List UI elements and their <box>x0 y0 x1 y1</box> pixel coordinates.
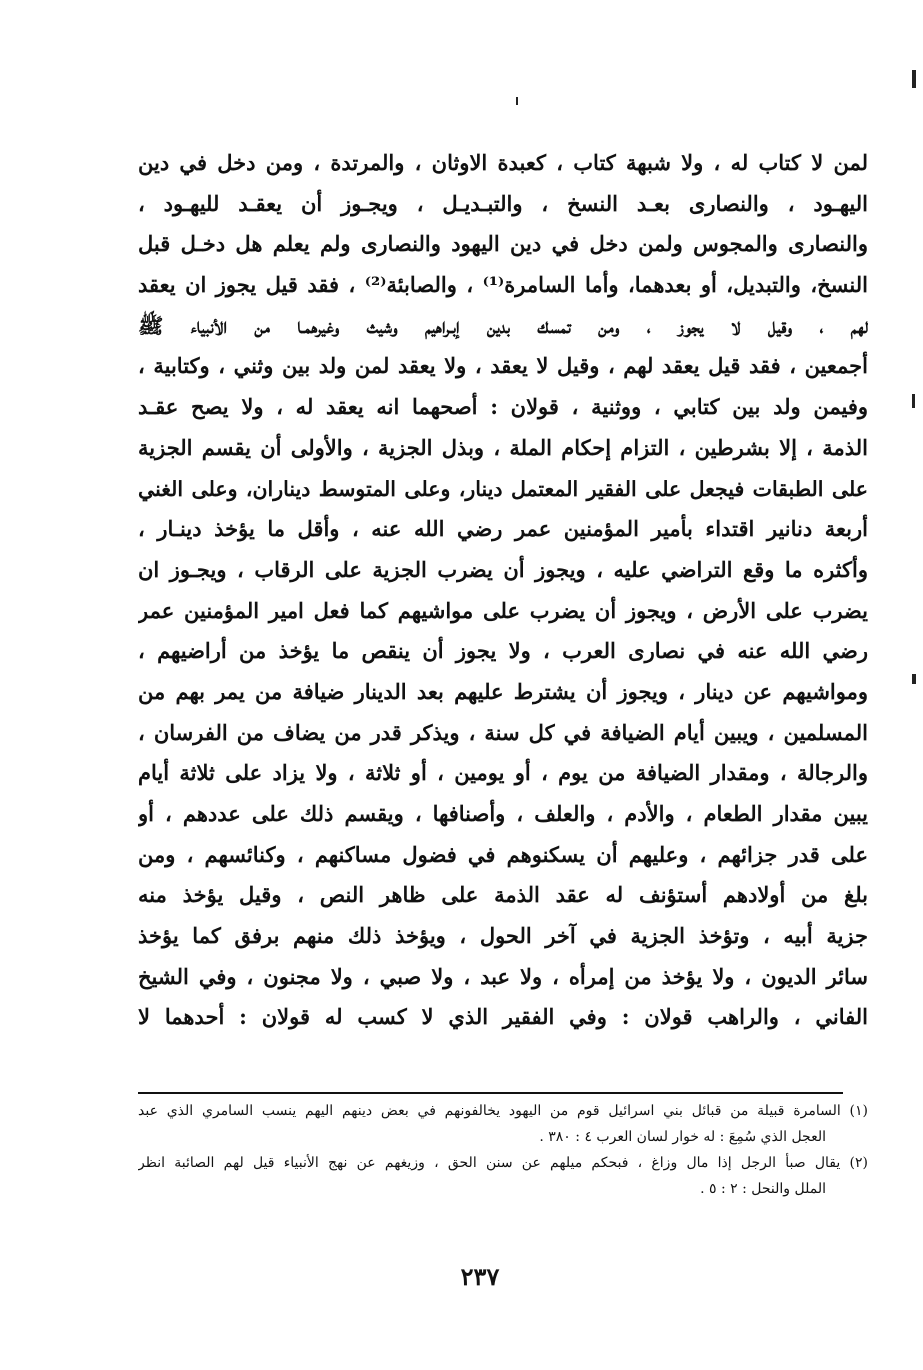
text-line: سائر الديون ، ولا يؤخذ من إمرأه ، ولا عبد ، ولا صبي ، ولا مجنون ، وفي الشيخ <box>138 963 868 989</box>
text-line: لمن لا كتاب له ، ولا شبهة كتاب ، كعبدة الاوثان ، والمرتدة ، ومن دخل في دين <box>138 150 868 175</box>
footnotes <box>138 1098 868 1202</box>
text-line: على قدر جزائهم ، وعليهم أن يسكنوهم في فضول مساكنهم ، وكنائسهم ، ومن <box>138 841 868 867</box>
footnote-separator <box>138 1092 843 1094</box>
scan-speck-right-2 <box>912 394 915 408</box>
text-line: يبين مقدار الطعام ، والأدم ، والعلف ، وأصنافها ، ويقسم ذلك على عددهم ، أو <box>138 801 868 826</box>
text-line: الذمة ، إلا بشرطين ، التزام إحكام الملة ، وبذل الجزية ، والأولى أن يقسم الجزية <box>138 434 868 460</box>
text-line: وأكثره ما وقع التراضي عليه ، ويجوز أن يضرب الجزية على الرقاب ، ويجـوز ان <box>138 556 868 582</box>
text-line: يضرب على الأرض ، ويجوز أن يضرب على مواشيهم كما فعل امير المؤمنين عمر <box>138 597 868 623</box>
page-number: ٢٣٧ <box>460 1262 500 1291</box>
text-line: على الطبقات فيجعل على الفقير المعتمل دينار، وعلى المتوسط ديناران، وعلى الغني <box>138 476 868 501</box>
text-line: أربعة دنانير اقتداء بأمير المؤمنين عمر رضي الله عنه ، وأقل ما يؤخذ دينـار ، <box>138 516 868 542</box>
text-line: بلغ من أولادهم أستؤنف له عقد الذمة على ظاهر النص ، وقيل يؤخذ منه <box>138 882 868 908</box>
text-line: ومواشيهم عن دينار ، ويجوز أن يشترط عليهم بعد الدينار ضيافة من يمر بهم من <box>138 678 868 704</box>
text-line: وفيمن ولد بين كتابي ، ووثنية ، قولان : أصحهما انه يعقد له ، ولا يصح عقـد <box>138 394 868 420</box>
text-line: أجمعين ، فقد قيل يعقد لهم ، وقيل لا يعقد ، ولا يعقد لمن ولد بين وثني ، وكتابية ، <box>138 353 868 379</box>
text-line: الفاني ، والراهب قولان : وفي الفقير الذي لا كسب له قولان : أحدهما لا <box>138 1004 868 1030</box>
text-line: والنصارى والمجوس ولمن دخل في دين اليهود والنصارى ولم يعلم هل دخـل قبل <box>138 231 868 257</box>
scan-speck-right-3 <box>912 674 916 684</box>
scan-speck-right-1 <box>912 70 916 88</box>
text-line: جزية أبيه ، وتؤخذ الجزية في آخر الحول ، ويؤخذ ذلك منهم برفق كما يؤخذ <box>138 923 868 949</box>
footnote-1-continuation: العجل الذي سُمِعَ : له خوار لسان العرب ٤ : ٣٨٠ . <box>539 1129 826 1145</box>
text-line: اليهـود ، والنصارى بعـد النسخ ، والتبـديـل ، ويجـوز أن يعقـد لليهـود ، <box>138 190 868 216</box>
text-line: رضي الله عنه في نصارى العرب ، ولا يجوز أن ينقص ما يؤخذ من أراضيهم ، <box>138 638 868 664</box>
text-line: النسخ، والتبديل، أو بعدهما، وأما السامرة⁽¹⁾ ، والصابئة⁽²⁾ ، فقد قيل يجوز ان يعقد <box>138 272 868 298</box>
footnote-2: (٢) يقال صبأ الرجل إذا مال وزاغ ، فبحكم ميلهم عن سنن الحق ، وزيغهم عن نهج الأنبياء قيل لهم الصائبة انظر <box>138 1155 868 1171</box>
footnote-2-continuation: الملل والنحل : ٢ : ٥ . <box>700 1181 826 1197</box>
text-line: لهم ، وقيل لا يجوز ، ومن تمسك بدين إبـراهيم وشيث وغيرهمـا من الأنبياء ﷺ <box>138 312 868 338</box>
scan-speck-top <box>516 97 518 105</box>
footnote-1: (١) السامرة قبيلة من قبائل بني اسرائيل قوم من اليهود يخالفونهم في بعض دينهم اليهم ينسب السامري الذي عبد <box>138 1103 868 1119</box>
text-line: والرجالة ، ومقدار الضيافة من يوم ، أو يومين ، أو ثلاثة ، ولا يزاد على ثلاثة أيام <box>138 760 868 786</box>
main-text <box>138 143 868 1038</box>
text-line: المسلمين ، ويبين أيام الضيافة في كل سنة ، ويذكر قدر من يضاف من الفرسان ، <box>138 719 868 745</box>
